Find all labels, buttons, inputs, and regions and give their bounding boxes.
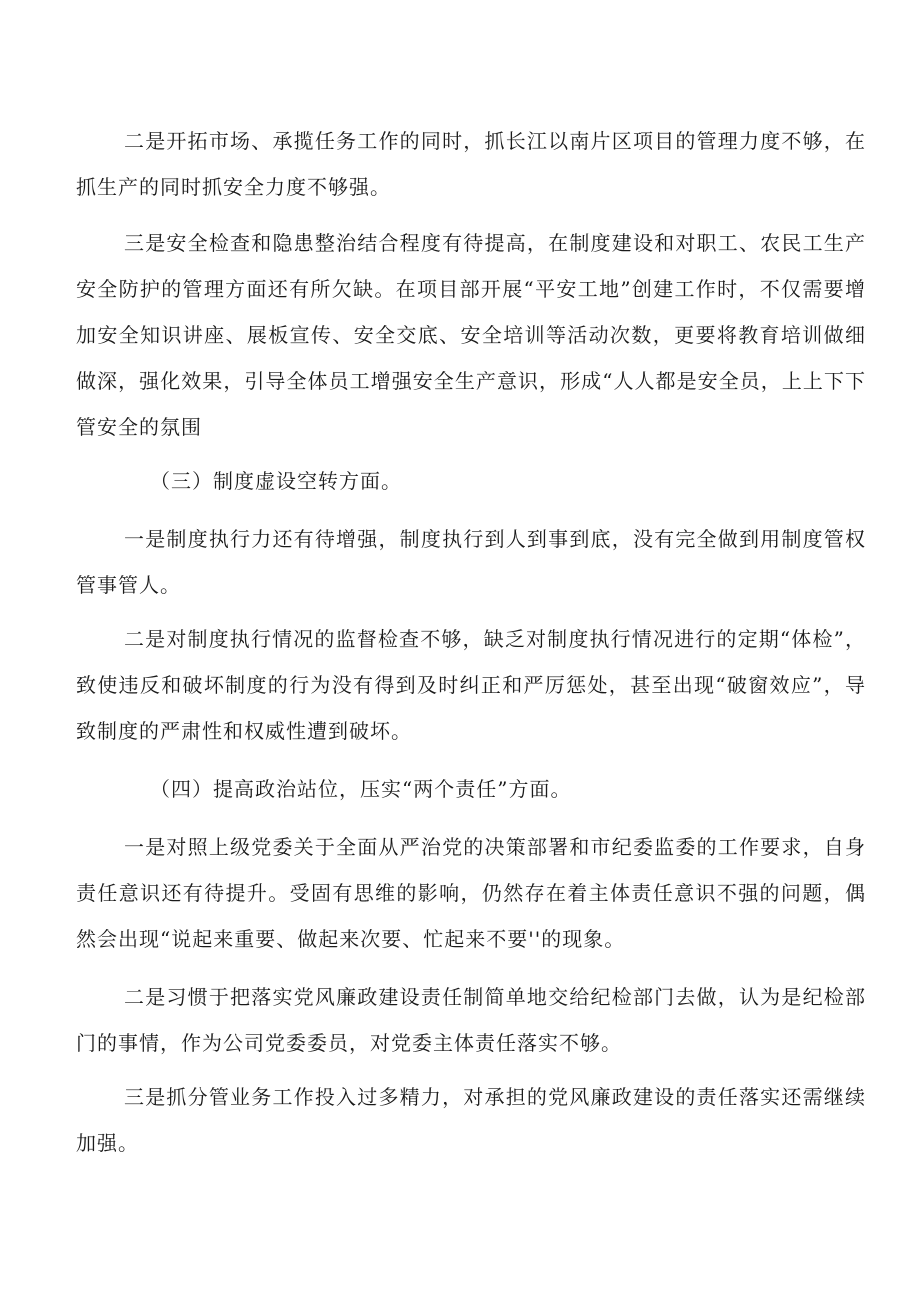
paragraph-4: 二是对制度执行情况的监督检查不够，缺乏对制度执行情况进行的定期“体检”，致使违反和破坏制度的行为没有得到及时纠正和严厉惩处，甚至出现“破窗效应”，导致制度的严肃性和权威性遭到破坏。 (76, 627, 866, 743)
paragraph-1: 二是开拓市场、承揽任务工作的同时，抓长江以南片区项目的管理力度不够，在抓生产的同时抓安全力度不够强。 (76, 129, 866, 199)
paragraph-3: 一是制度执行力还有待增强，制度执行到人到事到底，没有完全做到用制度管权管事管人。 (76, 527, 866, 597)
paragraph-6: 二是习惯于把落实党风廉政建设责任制简单地交给纪检部门去做，认为是纪检部门的事情，作为公司党委委员，对党委主体责任落实不够。 (76, 985, 866, 1055)
paragraph-5: 一是对照上级党委关于全面从严治党的决策部署和市纪委监委的工作要求，自身责任意识还有待提升。受固有思维的影响，仍然存在着主体责任意识不强的问题，偶然会出现“说起来重要、做起来次要、忙起来不要''的现象。 (76, 835, 866, 951)
paragraph-7: 三是抓分管业务工作投入过多精力，对承担的党风廉政建设的责任落实还需继续加强。 (76, 1085, 866, 1155)
section-heading-4: （四）提高政治站位，压实“两个责任”方面。 (150, 777, 572, 801)
paragraph-2: 三是安全检查和隐患整治结合程度有待提高，在制度建设和对职工、农民工生产安全防护的管理方面还有所欠缺。在项目部开展“平安工地”创建工作时，不仅需要增加安全知识讲座、展板宣传、安全交底、安全培训等活动次数，更要将教育培训做细做深，强化效果，引导全体员工增强安全生产意识，形成“人人都是安全员，上上下下管安全的氛围 (76, 231, 866, 439)
section-heading-3: （三）制度虚设空转方面。 (150, 469, 402, 493)
